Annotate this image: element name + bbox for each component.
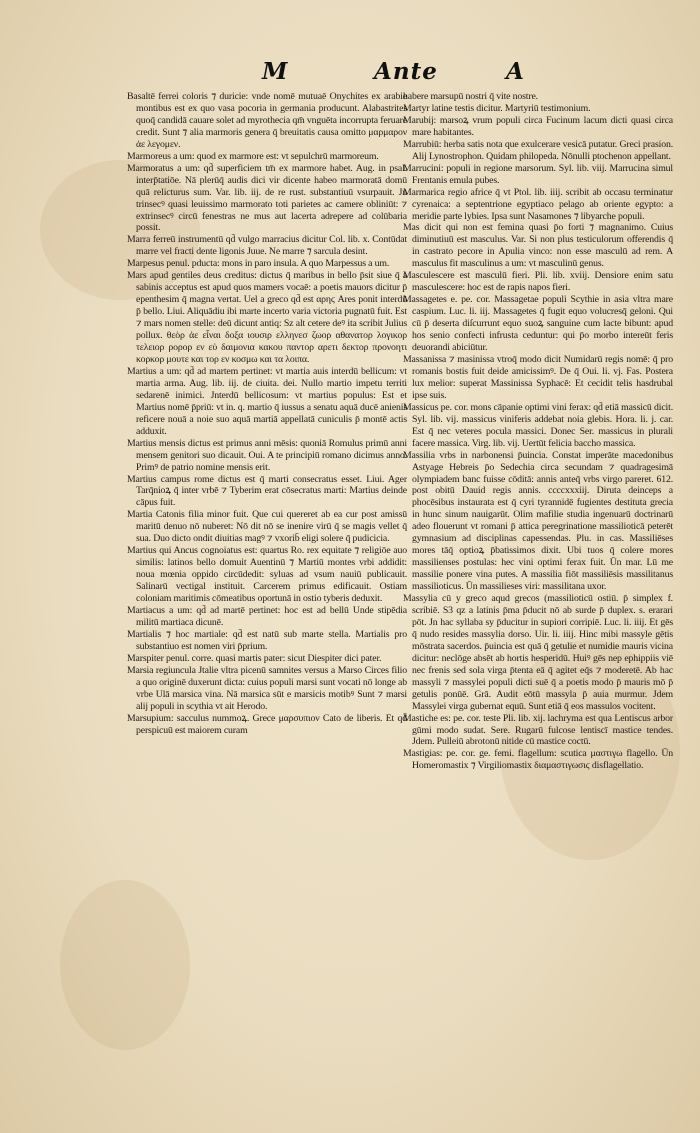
dictionary-entry: Marmoratus a um: qd̄ superficiem tm̄ ex marmore habet. Aug. in psal. interp̄tatiōe. Nā plerūq̄ audis dici vir dicente habeo marmoratā domū quā relicturus sum. Var. lib. iij. de re rust. substantiuū vsurpauit. Jn trinsecꝰ quasi leuissimo marmorato toti parietes ac camere obliniūt: ⁊ extrinsecꝰ circū fenestras ne mus aut lacerta adrepere ad colūbaria possit. bbox=[127, 162, 407, 234]
dictionary-entry: Marspiter penul. corre. quasi martis pater: sicut Diespiter dici pater. bbox=[127, 652, 382, 664]
dictionary-entry: Basaltē ferrei coloris ⁊ duricie: vnde nomē mutuaē Onychites ex arabie montibus est ex quo vasa pocoria in germania producunt. Alabastrites quoq̄ candidā cauare solet ad myrothecia qm̄ vnguēta incorrupta feruare credit. Sunt ⁊ alia marmoris genera q̄ breuitatis causa omitto μαρμαρον ἀε λεγομεν. bbox=[127, 91, 407, 150]
dictionary-entry: Martialis ⁊ hoc martiale: qd̄ est natū sub marte stella. Martialis pro substantiuo est nomen viri p̄prium. bbox=[127, 628, 407, 652]
dictionary-entry: Massanissa ⁊ masinissa vtroq̄ modo dicit Numidarū regis nomē: q̄ pro romanis bostis fuit deide amicissimꝰ. De q̄ Oui. li. vj. Fas. Postera lux melior: superat Massinissa Syphacē: Et cecidit telis hasdrubal ipse suis. bbox=[403, 353, 673, 401]
dictionary-entry: Martius mensis dictus est primus anni mēsis: quoniā Romulus primū anni mensem genitori suo dicauit. Oui. A te principiū romano dicimus anno. Primꝰ de patrio nomine mensis erit. bbox=[127, 437, 407, 473]
dictionary-entry: Marra ferreū instrumentū qd̄ vulgo marracius dicitur Col. lib. x. Contūdat marre vel fracti dente ligonis Juue. Ne marre ⁊ sarcula desint. bbox=[127, 234, 407, 258]
dictionary-entry: Massicus pe. cor. mons cāpanie optimi vini ferax: qd̄ etiā massicū dicit. Syl. lib. vij. massicus viniferis addebat noia glebis. Hora. li. j. car. Est q̄ nec veteres pocula massici. Donec Ser. massicus in plurali facere massica. Virg. lib. vij. Uertūt felicia baccho massica. bbox=[403, 401, 673, 449]
paper-stain bbox=[60, 880, 190, 1050]
dictionary-entry: Marrucini: populi in regione marsorum. Syl. lib. viij. Marrucina simul Frentanis emula pubes. bbox=[403, 162, 673, 186]
dictionary-entry: Marrubiū: herba satis nota que exulcerare vesicā putatur. Greci prasion. Alij Lynostrophon. Quidam philopeda. Nōnulli ptochenon appellant. bbox=[403, 138, 673, 162]
dictionary-entry: Mars apud gentiles deus creditus: dictus q̄ maribus in bello p̄sit siue q̄ a sabinis acceptus est apud quos mamers vocaē: a poetis mauors dicitur p̄ epenthesim q̄ magna vertat. Uel a greco qd̄ est αρηϛ Ares ponit interdū p̄ bello. Liui. Aliquādiu ibi marte incerto varia victoria pugnatū fuit. Est ⁊ mars nomen stelle: deū dicunt antiq: Sz alt cetere deꝰ ita scribit Julius pollux. θεὸρ ἀε εἶναι δοξα ιουσιρ ελληνεσ ζωορ αθανατορ λογικορ τελειορ ρορορ εν εὐ δαιμονια κακου παντορ αρετι δεκτορ προνοητι κορκορ μουτε και τορ εν κοσμω και τα λοιπα. bbox=[127, 270, 407, 365]
dictionary-entry: habere marsupū nostri q̄ vite nostre. bbox=[403, 91, 538, 102]
dictionary-entry: Mastigias: pe. cor. ge. femi. flagellum: scutica μαστιγω flagello. Ūn Homeromastix ⁊ Virgiliomastix διαμαστιγωσιϛ disflagellatio. bbox=[403, 748, 673, 772]
dictionary-entry: Martiacus a um: qd̄ ad martē pertinet: hoc est ad bellū Unde stipēdia militū martiaca dicunē. bbox=[127, 604, 407, 628]
dictionary-entry: Martius qui Ancus cognoiatus est: quartus Ro. rex equitate ⁊ religiōe auo similis: latinos bello domuit Auentinū ⁊ Martiū montes vrbi addidit: noua mœnia oppido circūdedit: syluas ad vsum nauiū publicauit. Salinarū vectigal instituit. Carcerem primus edificauit. Ostiam coloniam maritimis cōmeatibus oportunā in ostio tyberis deduxit. bbox=[127, 545, 407, 605]
dictionary-entry: Massilia vrbs in narbonensi p̄uincia. Constat imperāte macedonibus Astyage Hebreis p̄o Sedechia circa secundam ⁊ quadragesimā olympiadem banc fuisse cōditā: annis anteq̄ vrbs virgo pareret. 612. post obitū Dauid regis annis. ccccxxxiij. Diruta deinceps a phocēsibus instaurata est q̄ cyri tyrannidē fugientes destituta grecia in hunc sinum nauigarūt. Olim mafilie studia ingenuarū doctrinarū adeo flouerunt vt romani p̄ attica peregrinatione massilioticā peterēt gymnasium ad disciplinas capessendas. Plu. in cas. Massiliēses mores tāq̄ optioꝝ p̄batissimos dixit. Ubi tuos q̄ colere mores massilienses postulas: hec vini optimi ferax fuit. Ūn mar. Lū me massilie ponere vina putes. A massilia fiōt massiliēsis massilitanus massilioticus. Ūn massilieses viri: massilitana uxor. bbox=[403, 449, 673, 593]
dictionary-entry: Mastiche es: pe. cor. teste Pli. lib. xij. lachryma est qua Lentiscus arbor gūmi modo sudat. Sere. Rugarū fulcose lentiscī mastice tendes. Jdem. Pulleiū abrotonū nitide cū mastice coctū. bbox=[403, 712, 673, 748]
dictionary-entry: Marsia regiuncula Jtalie vltra picenū samnites versus a Marso Circes filio a quo originē duxerunt dicta: cuius populi marsi sunt vocati nō longe ab vrbe Ulā marsica vina. Nā marsica sūt e marsicis motibꝰ Sunt ⁊ marsi alij populi in scythia vt ait Herodo. bbox=[127, 664, 407, 712]
dictionary-entry: Marubij: marsoꝝ vrum populi circa Fucinum lacum dicti quasi circa mare habitantes. bbox=[403, 114, 673, 138]
dictionary-entry: Marsupium: sacculus nummoꝝ. Grece μαρσυπιον Cato de liberis. Et qd̄ perspicuū est maiorem curam bbox=[127, 712, 407, 736]
dictionary-entry: Martius campus rome dictus est q̄ marti consecratus esset. Liui. Ager Tarq̄nioꝝ q̄ inter vrbē ⁊ Tyberim erat cōsecratus marti: Martius deinde cāpus fuit. bbox=[127, 473, 407, 509]
dictionary-entry: Marpesus penul. pducta: mons in paro insula. A quo Marpessus a um. bbox=[127, 258, 390, 270]
dictionary-entry: Massylia cū y greco aqud grecos (massilioticū ostiū. p̄ simplex f. scribiē. S3 qz a latinis p̄ma p̄ducit nō ab surde p̄ duplex. s. erarari pōt. Jn hac syllaba sy p̄ducitur in supiori corripiē. Luc. li. iiij. Et gēs q̄ nudo resides massylia dorso. Uir. li. iiij. Hinc mibi massyle gētis mōstrata sacerdos. p̄uincia est quā q̄ getulie et numidie mauris vicina dicitur: neclōge absēt ab hortis hesperidū. Huiꝰ gēs nep ephippiis viē nec frenis sed sola virga p̄tenta eā q̄ agitet eq̄s ⁊ moderetē. Ab hac massyli ⁊ massylei populi dicti suē q̄ a poetis modo p̄ mauris mō p̄ getulis ponūē. Grā. Audit eōtū massyla p̄ auia murmur. Jdem Massylei virga gubernat equū. Sunt etiā q̄ eos massulos vocitent. bbox=[403, 593, 673, 712]
dictionary-entry: Marmoreus a um: quod ex marmore est: vt sepulchrū marmoreum. bbox=[127, 150, 379, 162]
header-letter-left: M bbox=[262, 58, 289, 85]
dictionary-entry: Martyr latine testis dicitur. Martyriū testimonium. bbox=[403, 102, 591, 114]
dictionary-entry: Massagetes e. pe. cor. Massagetae populi Scythie in asia vltra mare caspium. Luc. li. iij. Massagetes q̄ fugit equo volucresq̄ geloni. Qui cū p̄ deserta diſcurrunt equo suoꝝ sanguine cum lacte bibunt: apud hos senio confecti infrusta ceduntur: qui p̄o morbo intereūt feris deuorandi abiciūtur. bbox=[403, 294, 673, 354]
dictionary-entry: Martia Catonis filia minor fuit. Que cui quereret ab ea cur post amissū maritū denuo nō nuberet: Nō dit nō se inenire virū q̄ se magis vellet q̄ sua. Duo dicto ondit diuitias magꝰ ⁊ vxorib̄ eligi solere q̄ pudicicia. bbox=[127, 509, 407, 545]
right-column bbox=[403, 91, 673, 772]
dictionary-entry: Masculescere est masculū fieri. Pli. lib. xviij. Densiore enim satu masculescere: hoc est de rapis napos fieri. bbox=[403, 270, 673, 294]
dictionary-entry: Martius a um: qd̄ ad martem pertinet: vt martia auis interdū bellicum: vt martia arma. Aug. lib. iij. de ciuita. dei. Nullo martio impetu territi sedarenē inimici. Jnterdū bellicosum: vt martius populus: Est et Martius nomē p̄priū: vt in. q. martio q̄ iussus a senatu aquā ducē anienis reficere nouā a noie suo aquā martiā appellatā cuniculis p̄ montē actis adduxit. bbox=[127, 365, 407, 437]
header-word: Ante bbox=[374, 58, 438, 85]
left-column bbox=[127, 91, 407, 736]
running-header bbox=[0, 58, 700, 92]
dictionary-entry: Mas dicit qui non est femina quasi p̄o forti ⁊ magnanimo. Cuius diminutiuū est masculus. Var. Si non plus testiculorum offerendis q̄ in castrato pecore in Apulia vinco: non esse masculū ad rem. A masculus fit masculinus a um: vt masculinū genus. bbox=[403, 222, 673, 270]
dictionary-entry: Marmarica regio africe q̄ vt Ptol. lib. iiij. scribit ab occasu terminatur cyrenaica: a septentrione egyptiaco pelago ab oriente egypto: a meridie parte lybies. Ipsa sunt Nasamones ⁊ libyarche populi. bbox=[403, 186, 673, 222]
header-letter-right: A bbox=[506, 58, 525, 85]
